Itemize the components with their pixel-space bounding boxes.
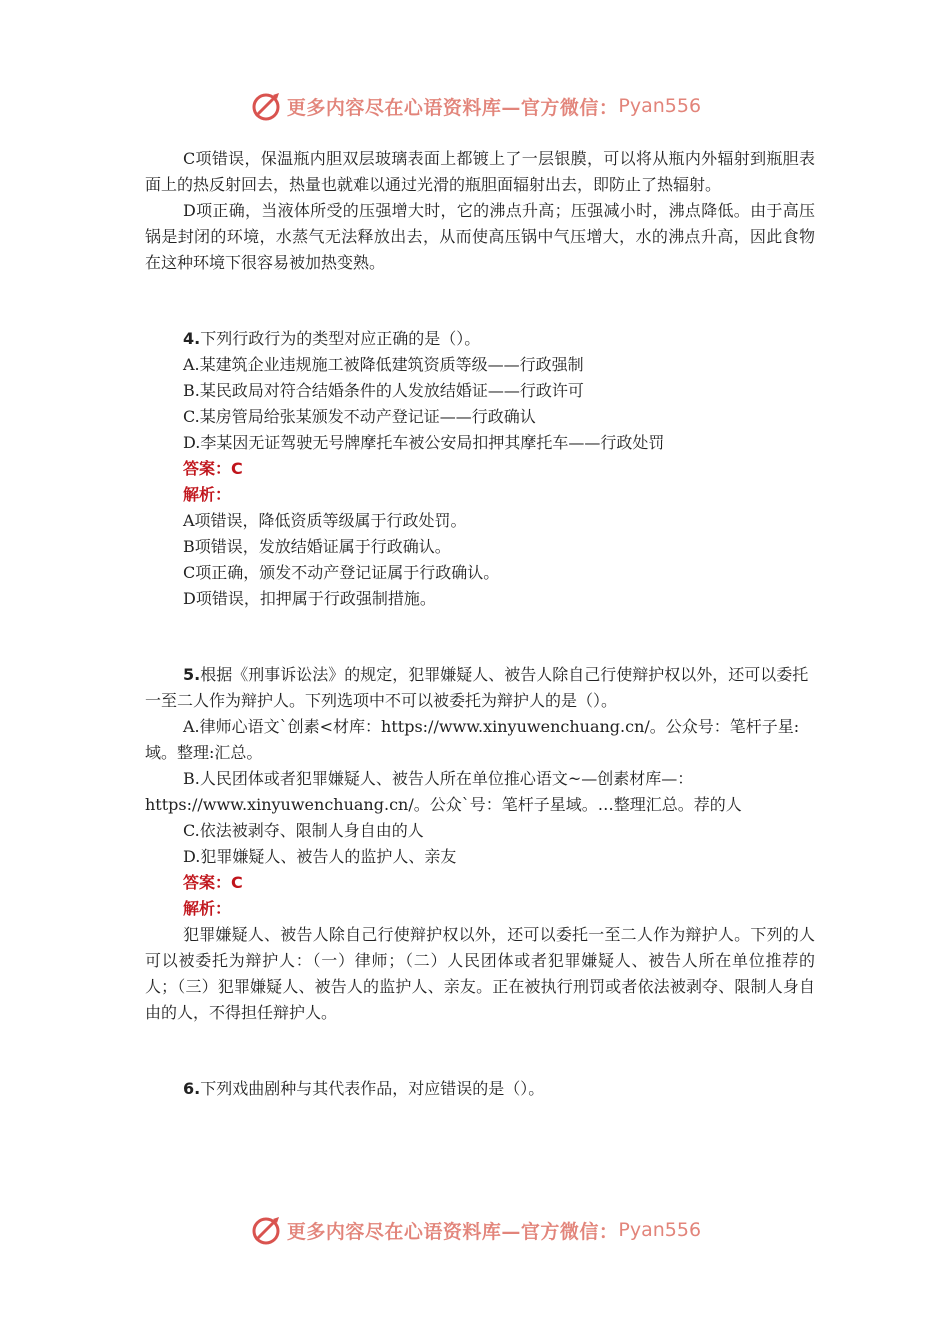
- question-number: 6.: [183, 1079, 201, 1098]
- option-c: C.依法被剥夺、限制人身自由的人: [183, 821, 424, 840]
- option-d: D.李某因无证驾驶无号牌摩托车被公安局扣押其摩托车——行政处罚: [183, 433, 665, 452]
- option-a: A.律师心语文`创素<材库：https://www.xinyuwenchuang.cn/。公众号：笔杆子星:域。整理:汇总。: [145, 717, 800, 762]
- answer: 答案：C: [183, 459, 243, 478]
- option-c: C.某房管局给张某颁发不动产登记证——行政确认: [183, 407, 536, 426]
- question-number: 4.: [183, 329, 201, 348]
- header-text: 更多内容尽在心语资料库—官方微信：: [286, 96, 619, 119]
- question-text: 下列行政行为的类型对应正确的是（）。: [200, 329, 481, 348]
- analysis-line: B项错误，发放结婚证属于行政确认。: [183, 537, 451, 556]
- footer-id: Pyan556: [618, 1219, 702, 1241]
- footer-banner: [0, 1210, 950, 1250]
- analysis-line: D项错误，扣押属于行政强制措施。: [183, 589, 436, 608]
- analysis-label: 解析：: [183, 485, 232, 504]
- question-5: [145, 662, 815, 714]
- pen-logo-icon: [249, 1213, 283, 1247]
- option-b: B.人民团体或者犯罪嫌疑人、被告人所在单位推心语文~—创素材库—：https://www.xinyuwenchuang.cn/。公众`号：笔杆子星域。…整理汇总。荐的人: [145, 769, 742, 814]
- question-6: [145, 1076, 815, 1102]
- option-b: B.某民政局对符合结婚条件的人发放结婚证——行政许可: [183, 381, 584, 400]
- answer: 答案：C: [183, 873, 243, 892]
- option-d: D.犯罪嫌疑人、被告人的监护人、亲友: [183, 847, 457, 866]
- pen-logo-icon: [249, 89, 283, 123]
- analysis-paragraph: 犯罪嫌疑人、被告人除自己行使辩护权以外，还可以委托一至二人作为辩护人。下列的人可以被委托为辩护人：（一）律师；（二）人民团体或者犯罪嫌疑人、被告人所在单位推荐的人；（三）犯罪嫌疑人、被告人的监护人、亲友。正在被执行刑罚或者依法被剥夺、限制人身自由的人，不得担任辩护人。: [145, 925, 815, 1022]
- question-4: [145, 326, 815, 352]
- intro-paragraph: C项错误，保温瓶内胆双层玻璃表面上都镀上了一层银膜，可以将从瓶内外辐射到瓶胆表面上的热反射回去，热量也就难以通过光滑的瓶胆面辐射出去，即防止了热辐射。: [145, 149, 815, 194]
- analysis-line: C项正确，颁发不动产登记证属于行政确认。: [183, 563, 500, 582]
- document-body: [145, 146, 815, 1102]
- question-text: 下列戏曲剧种与其代表作品，对应错误的是（）。: [200, 1079, 545, 1098]
- analysis-line: A项错误，降低资质等级属于行政处罚。: [183, 511, 467, 530]
- footer-text: 更多内容尽在心语资料库—官方微信：: [286, 1220, 619, 1243]
- option-a: A.某建筑企业违规施工被降低建筑资质等级——行政强制: [183, 355, 584, 374]
- question-number: 5.: [183, 665, 201, 684]
- analysis-label: 解析：: [183, 899, 232, 918]
- question-text: 根据《刑事诉讼法》的规定，犯罪嫌疑人、被告人除自己行使辩护权以外，还可以委托一至二人作为辩护人。下列选项中不可以被委托为辩护人的是（）。: [145, 665, 809, 710]
- header-banner: [0, 86, 950, 126]
- header-id: Pyan556: [618, 95, 702, 117]
- intro-paragraph: D项正确，当液体所受的压强增大时，它的沸点升高；压强减小时，沸点降低。由于高压锅是封闭的环境，水蒸气无法释放出去，从而使高压锅中气压增大，水的沸点升高，因此食物在这种环境下很容易被加热变熟。: [145, 201, 815, 272]
